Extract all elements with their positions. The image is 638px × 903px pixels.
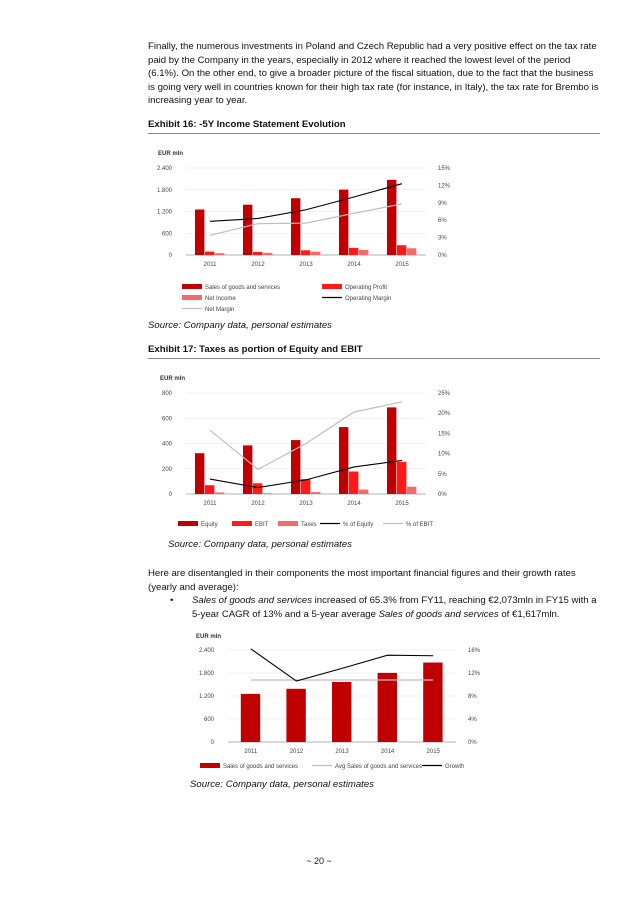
legend-label: Equity (201, 522, 218, 528)
y2-tick-label: 12% (468, 671, 481, 677)
bullet-emphasis: Sales of goods and services (378, 608, 499, 620)
x-tick-label: 2015 (395, 501, 409, 507)
y2-tick-label: 0% (438, 253, 447, 259)
bar-net-income (359, 250, 368, 255)
y2-tick-label: 15% (438, 431, 451, 438)
bullet-emphasis: Sales of goods and services (192, 595, 312, 606)
y-tick-label: 1.200 (198, 694, 214, 700)
y-tick-label: 2.400 (156, 166, 172, 172)
y-tick-label: 600 (161, 231, 172, 238)
legend-swatch (200, 763, 220, 768)
y-tick-label: 0 (210, 740, 214, 746)
bar-ebit (349, 472, 358, 494)
bar-operating-profit (349, 248, 358, 255)
x-tick-label: 2015 (426, 749, 440, 755)
bar-operating-profit (205, 252, 214, 255)
bar-sales-of-goods-and-services (286, 689, 305, 742)
bar-net-income (215, 253, 224, 255)
y2-tick-label: 0% (468, 740, 477, 746)
y2-tick-label: 20% (438, 411, 451, 418)
chart-sales-growth (190, 628, 490, 776)
y-tick-label: 600 (161, 416, 172, 423)
bar-net-income (263, 253, 272, 255)
y-tick-label: 2.400 (198, 648, 214, 654)
exhibit-16-title: Exhibit 16: -5Y Income Statement Evolution (148, 119, 600, 134)
bar-operating-profit (253, 252, 262, 255)
x-tick-label: 2015 (395, 262, 409, 268)
exhibit-17-title: Exhibit 17: Taxes as portion of Equity and EBIT (148, 344, 600, 359)
y2-tick-label: 4% (468, 717, 477, 723)
y2-tick-label: 5% (438, 471, 447, 478)
bar-taxes (359, 490, 368, 494)
components-paragraph: Here are disentangled in their components the most important financial figures and their growth rates (yearly and average): (148, 568, 576, 593)
y2-tick-label: 15% (438, 166, 451, 172)
y-tick-label: 800 (161, 391, 172, 397)
bar-equity (291, 440, 300, 494)
x-tick-label: 2013 (299, 262, 313, 268)
legend-label: Operating Profit (345, 285, 388, 291)
intro-paragraph: Finally, the numerous investments in Poland and Czech Republic had a very positive effect on the tax rate paid by the Company in the years, especially in 2012 where it reached the lowest level of the period (6.1%). On the other end, to give a broader picture of the fiscal situation, due to the fact that the business is going very well in countries known for their high tax rate (for instance, in Italy), the tax rate for Brembo is increasing year to year. (148, 41, 599, 107)
y2-tick-label: 25% (438, 391, 451, 397)
line-operating-margin (210, 184, 402, 222)
line--of-ebit (210, 402, 402, 469)
legend-label: EBIT (255, 522, 269, 528)
legend-label: % of Equity (343, 522, 374, 528)
bar-operating-profit (397, 245, 406, 255)
y2-tick-label: 8% (468, 694, 477, 700)
bar-sales-of-goods-and-services (423, 663, 442, 742)
unit-label: EUR mln (196, 634, 222, 640)
x-tick-label: 2013 (299, 501, 313, 507)
x-tick-label: 2011 (244, 749, 258, 755)
bar-sales-of-goods-and-services (291, 198, 300, 255)
legend-swatch (182, 295, 202, 300)
y2-tick-label: 9% (438, 200, 447, 207)
line-growth (251, 649, 433, 681)
x-tick-label: 2014 (380, 749, 395, 755)
legend-swatch (178, 521, 198, 526)
y-tick-label: 1.800 (156, 187, 172, 194)
bar-net-income (407, 248, 416, 255)
y2-tick-label: 16% (468, 648, 481, 654)
unit-label: EUR mln (158, 151, 184, 157)
bar-taxes (407, 487, 416, 494)
legend-label: Net Income (205, 296, 236, 302)
bar-ebit (253, 483, 262, 494)
legend-label: Sales of goods and services (223, 764, 299, 770)
legend-label: Net Margin (205, 307, 235, 313)
source-note: Source: Company data, personal estimates (168, 539, 352, 550)
bullet-text (192, 594, 600, 621)
bullet-marker: • (170, 595, 174, 606)
y2-tick-label: 12% (438, 183, 451, 190)
y-tick-label: 200 (161, 466, 172, 473)
bar-sales-of-goods-and-services (332, 682, 351, 742)
legend-label: Avg Sales of goods and services (335, 764, 422, 770)
x-tick-label: 2012 (289, 749, 304, 755)
chart-taxes-equity-ebit (148, 364, 466, 536)
y-tick-label: 600 (203, 717, 214, 723)
y-tick-label: 1.200 (156, 209, 172, 216)
bar-taxes (263, 493, 272, 494)
bar-sales-of-goods-and-services (387, 180, 396, 255)
bar-operating-profit (301, 250, 310, 255)
bar-equity (339, 427, 348, 494)
source-note: Source: Company data, personal estimates (190, 779, 374, 790)
bar-taxes (311, 492, 320, 494)
bar-ebit (397, 462, 406, 494)
y2-tick-label: 10% (438, 451, 451, 458)
bar-equity (195, 453, 204, 494)
legend-swatch (278, 521, 298, 526)
bar-sales-of-goods-and-services (241, 694, 260, 742)
bar-sales-of-goods-and-services (243, 205, 252, 255)
bar-sales-of-goods-and-services (195, 210, 204, 255)
y-tick-label: 0 (168, 253, 172, 259)
bar-sales-of-goods-and-services (378, 673, 397, 742)
legend-swatch (322, 284, 342, 289)
y2-tick-label: 3% (438, 235, 447, 242)
x-tick-label: 2012 (251, 262, 265, 268)
legend-label: Taxes (301, 522, 317, 528)
legend-label: % of EBIT (406, 522, 434, 528)
y-tick-label: 400 (161, 441, 172, 448)
legend-swatch (182, 284, 202, 289)
x-tick-label: 2014 (347, 501, 361, 507)
x-tick-label: 2012 (251, 501, 265, 507)
bar-net-income (311, 252, 320, 255)
source-note: Source: Company data, personal estimates (148, 320, 332, 331)
x-tick-label: 2014 (347, 262, 361, 268)
chart-income-statement (148, 140, 466, 320)
legend-label: Operating Margin (345, 296, 392, 302)
y2-tick-label: 0% (438, 492, 447, 498)
bullet-text-part: increased of 65.3% from FY11, reaching €2,073mln in FY15 with a 5-year CAGR of 13% and a 5-year average (192, 595, 597, 620)
bar-equity (387, 407, 396, 494)
unit-label: EUR mln (160, 376, 186, 382)
y-tick-label: 1.800 (198, 671, 214, 677)
legend-swatch (232, 521, 252, 526)
legend-label: Sales of goods and services (205, 285, 281, 291)
y-tick-label: 0 (168, 492, 172, 498)
x-tick-label: 2013 (335, 749, 349, 755)
page-number: ~ 20 ~ (306, 856, 332, 866)
bar-ebit (205, 485, 214, 494)
x-tick-label: 2011 (203, 262, 217, 268)
y2-tick-label: 6% (438, 218, 447, 225)
bar-taxes (215, 492, 224, 494)
bullet-text-part: of €1,617mln. (498, 608, 560, 620)
legend-label: Growth (445, 764, 465, 770)
x-tick-label: 2011 (203, 501, 217, 507)
bar-ebit (301, 479, 310, 494)
